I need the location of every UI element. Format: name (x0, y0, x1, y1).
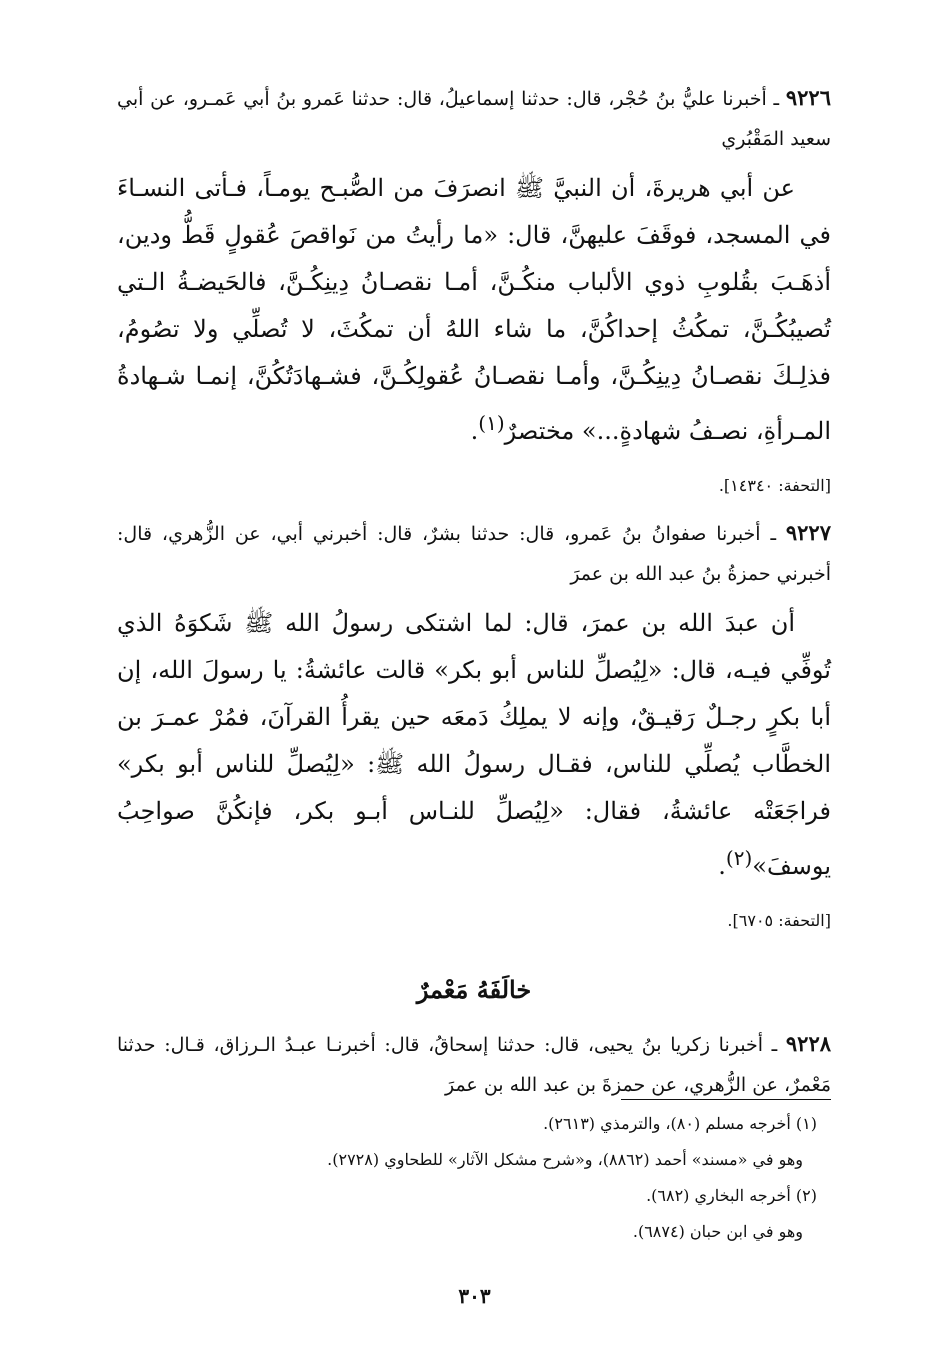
hadith-9227-matn: أن عبدَ الله بن عمرَ، قال: لما اشتكى رسولُ الله ﷺ شَكوَهُ الذي تُوفِّي فيـه، قال: «لِيُصلِّ للناس أبو بكر» قالت عائشةُ: يا رسولَ الله، إن أبا بكرٍ رجـلٌ رَقيـقٌ، وإنه لا يملِكُ دَمعَه حين يقرأُ القرآنَ، فمُرْ عمـرَ بن الخطَّاب يُصلِّي للناس، فقـال رسولُ الله ﷺ: «لِيُصلِّ للناس أبو بكر» فراجَعَتْه عائشةُ، فقال: «لِيُصلِّ للنـاس أبـو بكر، فإنكُنَّ صواحِبُ يوسفَ»$^{(٢)}$. (117, 609, 831, 880)
hadith-9227-isnad (117, 513, 831, 594)
section-heading: خالَفَهُ مَعْمرٌ (416, 975, 532, 1004)
footnotes (117, 1106, 831, 1250)
page-number: ٣٠٣ (458, 1284, 491, 1308)
hadith-number: ٩٢٢٦ (785, 85, 831, 110)
page-body (117, 78, 831, 1105)
footnote-line: (١) أخرجه مسلم (٨٠)، والترمذي (٢٦١٣). (543, 1114, 817, 1133)
footnote-line: وهو في ابن حبان (٦٨٧٤). (632, 1222, 803, 1241)
hadith-number: ٩٢٢٧ (785, 520, 831, 545)
isnad-text: ـ أخبرنا زكريا بنُ يحيى، قال: حدثنا إسحاقُ، قال: أخبرنـا عبـدُ الـرزاق، قـال: حدثنا مَعْمرٌ، عن الزُّهري، عن حمزةَ بن عبد الله بن عمرَ (117, 1034, 831, 1096)
tuhfa-reference: [التحفة: ١٤٣٤٠]. (718, 476, 831, 495)
footnote-marker: (٢) (725, 846, 753, 870)
footnote-line: (٢) أخرجه البخاري (٦٨٢). (646, 1186, 817, 1205)
tuhfa-reference: [التحفة: ٦٧٠٥]. (727, 911, 831, 930)
isnad-text: ـ أخبرنا صفوانُ بنُ عَمرو، قال: حدثنا بشرٌ، قال: أخبرني أبي، عن الزُّهري، قال: أخبرني حمزةُ بنُ عبد الله بن عمرَ (117, 523, 831, 585)
matn-text: أن عبدَ الله بن عمرَ، قال: لما اشتكى رسولُ الله ﷺ شَكوَهُ الذي تُوفِّي فيـه، قال: «لِيُصلِّ للناس أبو بكر» قالت عائشةُ: يا رسولَ الله، إن أبا بكرٍ رجـلٌ رَقيـقٌ، وإنه لا يملِكُ دَمعَه حين يقرأُ القرآنَ، فمُرْ عمـرَ بن الخطَّاب يُصلِّي للناس، فقـال رسولُ الله ﷺ: «لِيُصلِّ للناس أبو بكر» فراجَعَتْه عائشةُ، فقال: «لِيُصلِّ للنـاس أبـو بكر، فإنكُنَّ صواحِبُ يوسفَ» (117, 609, 831, 880)
footnote-line: وهو في «مسند» أحمد (٨٨٦٢)، و«شرح مشكل الآثار» للطحاوي (٢٧٢٨). (327, 1150, 803, 1169)
hadith-9226-isnad (117, 78, 831, 159)
hadith-number: ٩٢٢٨ (785, 1031, 832, 1056)
footnote-marker: (١) (478, 411, 505, 435)
matn-text: عن أبي هريرةَ، أن النبيَّ ﷺ انصرَفَ من الصُّبـح يومـاً، فـأتى النسـاءَ في المسجد، فوقَفَ عليهنَّ، قال: «ما رأيتُ من نَواقصَ عُقولٍ قَطُّ ودين، أذهَـبَ بقُلوبِ ذوي الألباب منكُـنَّ، أمـا نقصـانُ دِينِكُـنَّ، فالحَيضـةُ الـتي تُصيبُكُـنَّ، تمكُثُ إحداكُنَّ، ما شاء اللهُ أن تمكُثَ، لا تُصلِّي ولا تصُومُ، فذلِـكَ نقصـانُ دِينِكُـنَّ، وأمـا نقصـانُ عُقولِكُـنَّ، فشـهادَتُكُنَّ، إنمـا شـهادةُ المـرأةِ، نصـفُ شهادةٍ...» مختصرٌ (117, 174, 831, 445)
footnote-divider (621, 1099, 831, 1100)
hadith-9228-isnad (117, 1024, 831, 1105)
hadith-9226-matn: عن أبي هريرةَ، أن النبيَّ ﷺ انصرَفَ من الصُّبـح يومـاً، فـأتى النسـاءَ في المسجد، فوقَفَ عليهنَّ، قال: «ما رأيتُ من نَواقصَ عُقولٍ قَطُّ ودين، أذهَـبَ بقُلوبِ ذوي الألباب منكُـنَّ، أمـا نقصـانُ دِينِكُـنَّ، فالحَيضـةُ الـتي تُصيبُكُـنَّ، تمكُثُ إحداكُنَّ، ما شاء اللهُ أن تمكُثَ، لا تُصلِّي ولا تصُومُ، فذلِـكَ نقصـانُ دِينِكُـنَّ، وأمـا نقصـانُ عُقولِكُـنَّ، فشـهادَتُكُنَّ، إنمـا شـهادةُ المـرأةِ، نصـفُ شهادةٍ...» مختصرٌ$^{(١)}$. (117, 174, 831, 445)
isnad-text: ـ أخبرنا عليُّ بنُ حُجْر، قال: حدثنا إسماعيلُ، قال: حدثنا عَمرو بنُ أبي عَمـرو، عن أبي سعيد المَقْبُري (117, 88, 831, 150)
